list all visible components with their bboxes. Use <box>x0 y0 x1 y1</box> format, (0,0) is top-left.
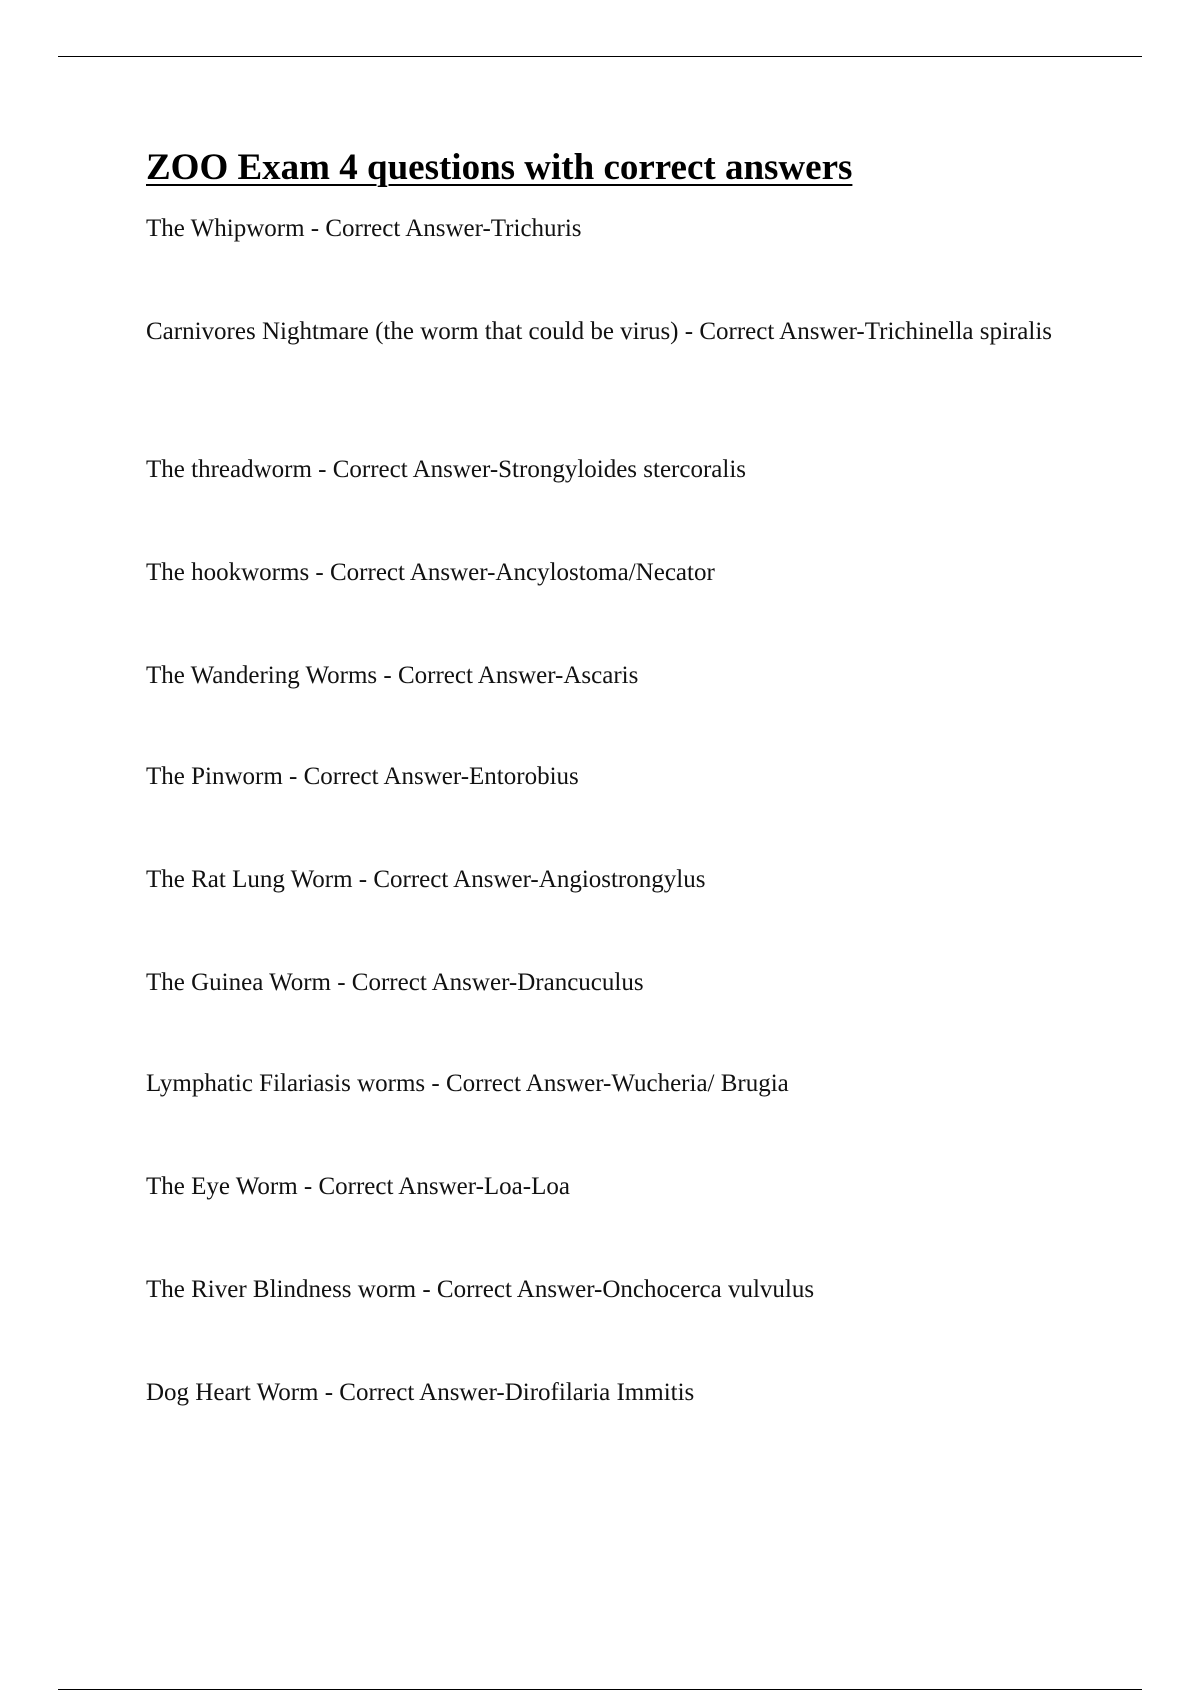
bottom-divider <box>58 1689 1142 1690</box>
qa-item-threadworm: The threadworm - Correct Answer-Strongyloides stercoralis <box>146 456 747 483</box>
qa-item-eye-worm: The Eye Worm - Correct Answer-Loa-Loa <box>146 1173 570 1200</box>
qa-item-river-blindness: The River Blindness worm - Correct Answer-Onchocerca vulvulus <box>146 1276 815 1303</box>
qa-item-whipworm: The Whipworm - Correct Answer-Trichuris <box>146 215 582 242</box>
qa-item-pinworm: The Pinworm - Correct Answer-Entorobius <box>146 763 579 790</box>
qa-item-hookworms: The hookworms - Correct Answer-Ancylostoma/Necator <box>146 559 715 586</box>
top-divider <box>58 56 1142 57</box>
qa-item-carnivores-nightmare: Carnivores Nightmare (the worm that could be virus) - Correct Answer-Trichinella spiralis <box>146 318 1052 345</box>
qa-item-dog-heart-worm: Dog Heart Worm - Correct Answer-Dirofilaria Immitis <box>146 1379 695 1406</box>
document-title: ZOO Exam 4 questions with correct answers <box>146 147 853 188</box>
qa-item-guinea-worm: The Guinea Worm - Correct Answer-Drancuculus <box>146 969 644 996</box>
qa-item-rat-lung-worm: The Rat Lung Worm - Correct Answer-Angiostrongylus <box>146 866 706 893</box>
qa-item-wandering-worms: The Wandering Worms - Correct Answer-Ascaris <box>146 662 639 689</box>
qa-item-lymphatic-filariasis: Lymphatic Filariasis worms - Correct Answer-Wucheria/ Brugia <box>146 1070 789 1097</box>
document-body <box>146 140 1086 1406</box>
